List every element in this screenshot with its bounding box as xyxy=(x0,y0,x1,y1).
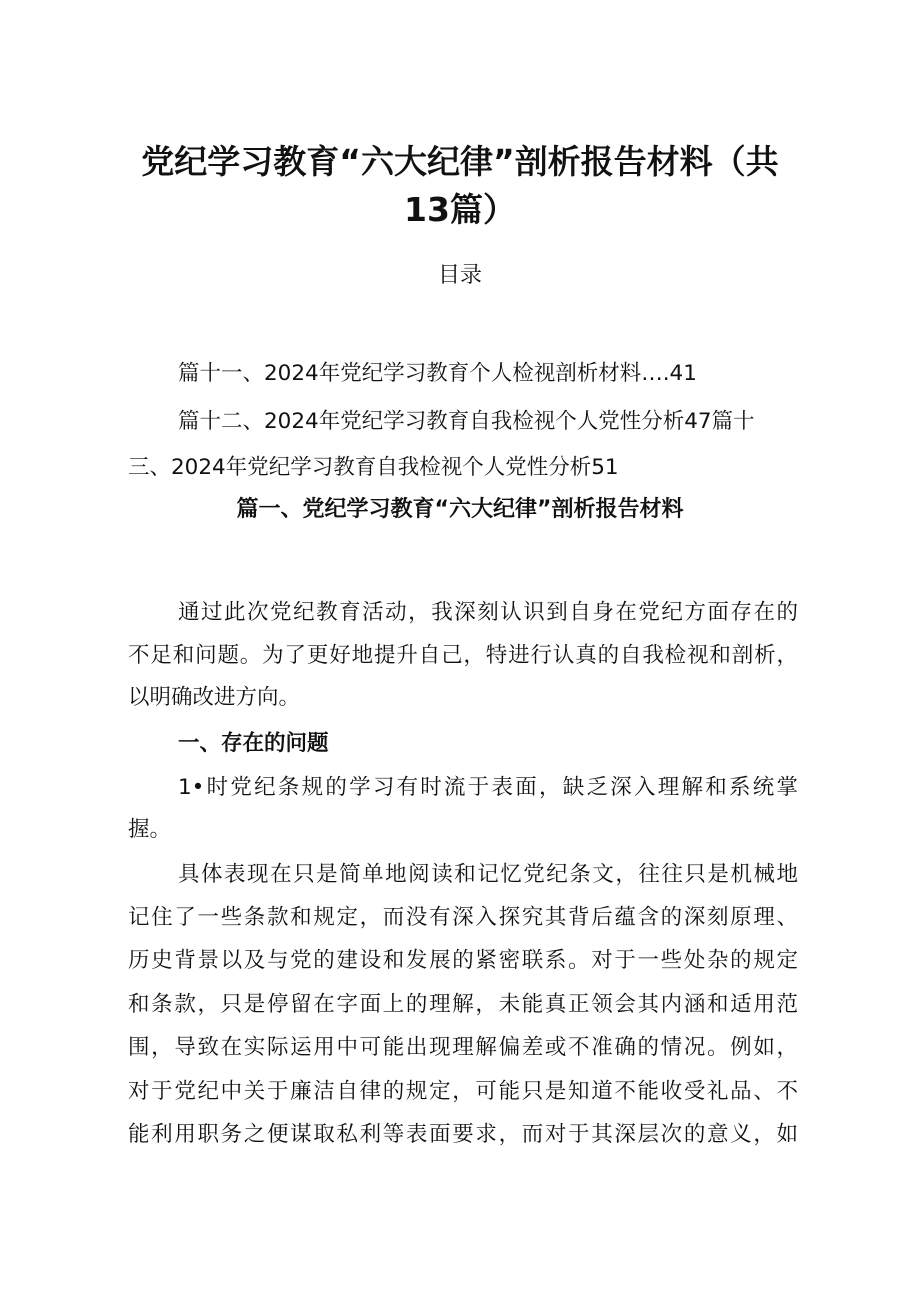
body-line: 能利用职务之便谋取私利等表面要求，而对于其深层次的意义，如 xyxy=(128,1122,798,1147)
body-line: 历史背景以及与党的建设和发展的紧密联系。对于一些处杂的规定 xyxy=(128,948,798,973)
toc-heading: 目录 xyxy=(437,263,482,288)
body-line: 和条款，只是停留在字面上的理解，未能真正领会其内涵和适用范 xyxy=(128,992,798,1017)
subsection-heading: 一、存在的问题 xyxy=(178,731,329,756)
body-line: 通过此次党纪教育活动，我深刻认识到自身在党纪方面存在的 xyxy=(178,600,798,625)
body-line: 握。 xyxy=(128,817,172,842)
document-title-line-1: 党纪学习教育“六大纪律”剖析报告材料（共 xyxy=(141,142,779,181)
body-line: 不足和问题。为了更好地提升自己，特进行认真的自我检视和剖析， xyxy=(128,643,798,668)
toc-item: 篇十二、2024年党纪学习教育自我检视个人党性分析47篇十 xyxy=(178,409,755,434)
body-line: 对于党纪中关于廉洁自律的规定，可能只是知道不能收受礼品、不 xyxy=(128,1079,798,1104)
document-title-line-2: 13篇） xyxy=(404,190,516,229)
body-line: 具体表现在只是简单地阅读和记忆党纪条文，往往只是机械地 xyxy=(178,862,798,887)
toc-item: 三、2024年党纪学习教育自我检视个人党性分析51 xyxy=(128,455,619,480)
toc-item: 篇十一、2024年党纪学习教育个人检视剖析材料….41 xyxy=(178,361,697,386)
body-line: 记住了一些条款和规定，而没有深入探究其背后蕴含的深刻原理、 xyxy=(128,905,798,930)
body-line: 围，导致在实际运用中可能出现理解偏差或不准确的情况。例如， xyxy=(128,1035,798,1060)
body-line: 以明确改进方向。 xyxy=(128,685,301,710)
body-line: 1•时党纪条规的学习有时流于表面，缺乏深入理解和系统掌 xyxy=(178,775,798,800)
section-title: 篇一、党纪学习教育“六大纪律”剖析报告材料 xyxy=(236,497,684,522)
